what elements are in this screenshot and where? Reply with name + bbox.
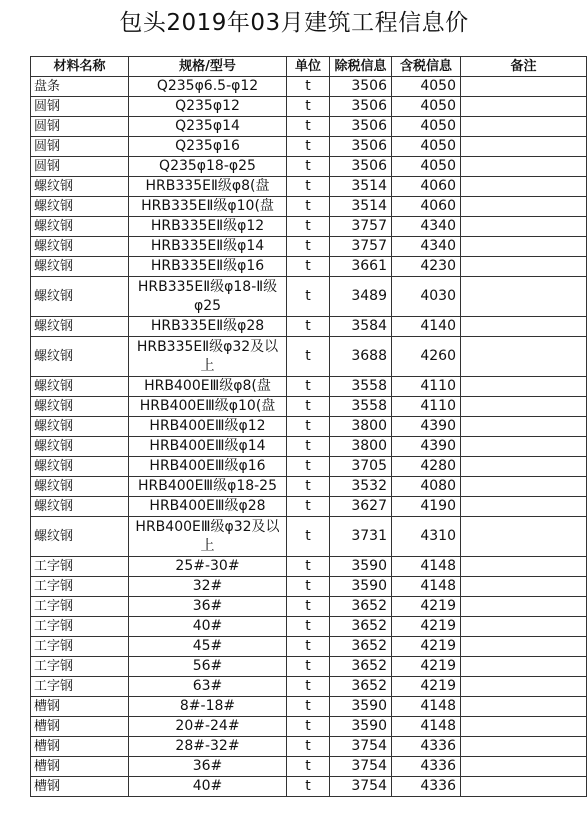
spec-cell: HRB400EⅢ级φ28 bbox=[129, 497, 287, 517]
material-name-cell: 工字钢 bbox=[31, 677, 129, 697]
price-incl-tax-cell: 4190 bbox=[392, 497, 461, 517]
price-excl-tax-cell: 3688 bbox=[330, 337, 392, 377]
spec-cell: HRB335EⅡ级φ28 bbox=[129, 317, 287, 337]
price-incl-tax-cell: 4148 bbox=[392, 557, 461, 577]
unit-cell: t bbox=[287, 177, 330, 197]
material-name-cell: 圆钢 bbox=[31, 97, 129, 117]
spec-cell: HRB400EⅢ级φ32及以上 bbox=[129, 517, 287, 557]
unit-cell: t bbox=[287, 257, 330, 277]
remarks-cell bbox=[461, 517, 587, 557]
table-row bbox=[31, 677, 587, 697]
remarks-cell bbox=[461, 217, 587, 237]
remarks-cell bbox=[461, 677, 587, 697]
unit-cell: t bbox=[287, 377, 330, 397]
unit-cell: t bbox=[287, 717, 330, 737]
spec-cell: HRB335EⅡ级φ14 bbox=[129, 237, 287, 257]
material-name-cell: 槽钢 bbox=[31, 737, 129, 757]
table-row bbox=[31, 717, 587, 737]
material-name-cell: 螺纹钢 bbox=[31, 277, 129, 317]
spec-cell: 56# bbox=[129, 657, 287, 677]
price-incl-tax-cell: 4060 bbox=[392, 177, 461, 197]
header-unit: 单位 bbox=[287, 57, 330, 77]
price-excl-tax-cell: 3590 bbox=[330, 697, 392, 717]
spec-cell: HRB335EⅡ级φ16 bbox=[129, 257, 287, 277]
spec-cell: 63# bbox=[129, 677, 287, 697]
price-incl-tax-cell: 4340 bbox=[392, 217, 461, 237]
price-incl-tax-cell: 4030 bbox=[392, 277, 461, 317]
price-excl-tax-cell: 3652 bbox=[330, 637, 392, 657]
table-row bbox=[31, 197, 587, 217]
unit-cell: t bbox=[287, 557, 330, 577]
table-row bbox=[31, 217, 587, 237]
remarks-cell bbox=[461, 157, 587, 177]
remarks-cell bbox=[461, 457, 587, 477]
price-excl-tax-cell: 3754 bbox=[330, 757, 392, 777]
table-row bbox=[31, 117, 587, 137]
remarks-cell bbox=[461, 437, 587, 457]
remarks-cell bbox=[461, 257, 587, 277]
unit-cell: t bbox=[287, 457, 330, 477]
spec-cell: 36# bbox=[129, 757, 287, 777]
material-name-cell: 工字钢 bbox=[31, 617, 129, 637]
table-row bbox=[31, 777, 587, 797]
table-header-row bbox=[31, 57, 587, 77]
spec-cell: HRB400EⅢ级φ14 bbox=[129, 437, 287, 457]
material-name-cell: 圆钢 bbox=[31, 117, 129, 137]
table-row bbox=[31, 237, 587, 257]
remarks-cell bbox=[461, 277, 587, 317]
table-row bbox=[31, 137, 587, 157]
table-row bbox=[31, 697, 587, 717]
material-name-cell: 螺纹钢 bbox=[31, 417, 129, 437]
unit-cell: t bbox=[287, 77, 330, 97]
price-incl-tax-cell: 4050 bbox=[392, 157, 461, 177]
table-row bbox=[31, 577, 587, 597]
price-excl-tax-cell: 3661 bbox=[330, 257, 392, 277]
unit-cell: t bbox=[287, 737, 330, 757]
spec-cell: Q235φ14 bbox=[129, 117, 287, 137]
price-excl-tax-cell: 3514 bbox=[330, 177, 392, 197]
unit-cell: t bbox=[287, 517, 330, 557]
table-row bbox=[31, 657, 587, 677]
price-excl-tax-cell: 3705 bbox=[330, 457, 392, 477]
material-name-cell: 螺纹钢 bbox=[31, 237, 129, 257]
price-incl-tax-cell: 4230 bbox=[392, 257, 461, 277]
material-name-cell: 螺纹钢 bbox=[31, 337, 129, 377]
price-incl-tax-cell: 4140 bbox=[392, 317, 461, 337]
header-price-excl-tax: 除税信息 bbox=[330, 57, 392, 77]
price-excl-tax-cell: 3489 bbox=[330, 277, 392, 317]
remarks-cell bbox=[461, 197, 587, 217]
remarks-cell bbox=[461, 97, 587, 117]
spec-cell: HRB400EⅢ级φ8(盘 bbox=[129, 377, 287, 397]
price-incl-tax-cell: 4148 bbox=[392, 717, 461, 737]
remarks-cell bbox=[461, 237, 587, 257]
remarks-cell bbox=[461, 497, 587, 517]
price-incl-tax-cell: 4148 bbox=[392, 577, 461, 597]
table-row bbox=[31, 157, 587, 177]
price-incl-tax-cell: 4060 bbox=[392, 197, 461, 217]
material-name-cell: 工字钢 bbox=[31, 657, 129, 677]
price-excl-tax-cell: 3627 bbox=[330, 497, 392, 517]
unit-cell: t bbox=[287, 397, 330, 417]
unit-cell: t bbox=[287, 237, 330, 257]
price-excl-tax-cell: 3506 bbox=[330, 97, 392, 117]
price-incl-tax-cell: 4110 bbox=[392, 377, 461, 397]
price-incl-tax-cell: 4110 bbox=[392, 397, 461, 417]
material-name-cell: 螺纹钢 bbox=[31, 497, 129, 517]
remarks-cell bbox=[461, 777, 587, 797]
unit-cell: t bbox=[287, 677, 330, 697]
remarks-cell bbox=[461, 637, 587, 657]
table-row bbox=[31, 737, 587, 757]
unit-cell: t bbox=[287, 217, 330, 237]
spec-cell: HRB335EⅡ级φ10(盘 bbox=[129, 197, 287, 217]
material-name-cell: 螺纹钢 bbox=[31, 517, 129, 557]
header-material-name: 材料名称 bbox=[31, 57, 129, 77]
price-excl-tax-cell: 3652 bbox=[330, 597, 392, 617]
unit-cell: t bbox=[287, 337, 330, 377]
remarks-cell bbox=[461, 477, 587, 497]
material-name-cell: 槽钢 bbox=[31, 717, 129, 737]
price-incl-tax-cell: 4219 bbox=[392, 597, 461, 617]
spec-cell: 32# bbox=[129, 577, 287, 597]
remarks-cell bbox=[461, 617, 587, 637]
remarks-cell bbox=[461, 77, 587, 97]
spec-cell: HRB335EⅡ级φ12 bbox=[129, 217, 287, 237]
price-excl-tax-cell: 3590 bbox=[330, 557, 392, 577]
spec-cell: 28#-32# bbox=[129, 737, 287, 757]
material-name-cell: 槽钢 bbox=[31, 697, 129, 717]
table-row bbox=[31, 277, 587, 317]
price-incl-tax-cell: 4390 bbox=[392, 417, 461, 437]
material-name-cell: 螺纹钢 bbox=[31, 257, 129, 277]
unit-cell: t bbox=[287, 137, 330, 157]
spec-cell: Q235φ16 bbox=[129, 137, 287, 157]
unit-cell: t bbox=[287, 497, 330, 517]
spec-cell: HRB400EⅢ级φ16 bbox=[129, 457, 287, 477]
material-name-cell: 槽钢 bbox=[31, 757, 129, 777]
spec-cell: Q235φ6.5-φ12 bbox=[129, 77, 287, 97]
price-incl-tax-cell: 4219 bbox=[392, 657, 461, 677]
remarks-cell bbox=[461, 657, 587, 677]
unit-cell: t bbox=[287, 97, 330, 117]
price-incl-tax-cell: 4050 bbox=[392, 117, 461, 137]
unit-cell: t bbox=[287, 657, 330, 677]
price-incl-tax-cell: 4148 bbox=[392, 697, 461, 717]
material-name-cell: 工字钢 bbox=[31, 557, 129, 577]
material-name-cell: 螺纹钢 bbox=[31, 397, 129, 417]
material-name-cell: 工字钢 bbox=[31, 597, 129, 617]
material-name-cell: 盘条 bbox=[31, 77, 129, 97]
price-table bbox=[30, 56, 587, 797]
price-incl-tax-cell: 4219 bbox=[392, 617, 461, 637]
table-row bbox=[31, 377, 587, 397]
price-incl-tax-cell: 4080 bbox=[392, 477, 461, 497]
spec-cell: HRB400EⅢ级φ12 bbox=[129, 417, 287, 437]
remarks-cell bbox=[461, 717, 587, 737]
remarks-cell bbox=[461, 577, 587, 597]
remarks-cell bbox=[461, 597, 587, 617]
spec-cell: Q235φ18-φ25 bbox=[129, 157, 287, 177]
table-row bbox=[31, 337, 587, 377]
price-excl-tax-cell: 3757 bbox=[330, 237, 392, 257]
unit-cell: t bbox=[287, 577, 330, 597]
price-incl-tax-cell: 4336 bbox=[392, 777, 461, 797]
remarks-cell bbox=[461, 377, 587, 397]
table-row bbox=[31, 397, 587, 417]
unit-cell: t bbox=[287, 417, 330, 437]
price-excl-tax-cell: 3754 bbox=[330, 777, 392, 797]
price-incl-tax-cell: 4260 bbox=[392, 337, 461, 377]
table-row bbox=[31, 597, 587, 617]
remarks-cell bbox=[461, 737, 587, 757]
remarks-cell bbox=[461, 337, 587, 377]
price-incl-tax-cell: 4280 bbox=[392, 457, 461, 477]
spec-cell: 45# bbox=[129, 637, 287, 657]
material-name-cell: 工字钢 bbox=[31, 577, 129, 597]
spec-cell: 36# bbox=[129, 597, 287, 617]
price-excl-tax-cell: 3532 bbox=[330, 477, 392, 497]
material-name-cell: 螺纹钢 bbox=[31, 317, 129, 337]
remarks-cell bbox=[461, 397, 587, 417]
remarks-cell bbox=[461, 137, 587, 157]
price-incl-tax-cell: 4050 bbox=[392, 97, 461, 117]
remarks-cell bbox=[461, 117, 587, 137]
table-row bbox=[31, 417, 587, 437]
unit-cell: t bbox=[287, 757, 330, 777]
price-incl-tax-cell: 4050 bbox=[392, 137, 461, 157]
price-incl-tax-cell: 4390 bbox=[392, 437, 461, 457]
price-excl-tax-cell: 3506 bbox=[330, 137, 392, 157]
spec-cell: Q235φ12 bbox=[129, 97, 287, 117]
table-body bbox=[31, 77, 587, 797]
unit-cell: t bbox=[287, 697, 330, 717]
material-name-cell: 槽钢 bbox=[31, 777, 129, 797]
material-name-cell: 螺纹钢 bbox=[31, 477, 129, 497]
price-excl-tax-cell: 3757 bbox=[330, 217, 392, 237]
table-row bbox=[31, 517, 587, 557]
table-row bbox=[31, 637, 587, 657]
remarks-cell bbox=[461, 417, 587, 437]
spec-cell: HRB400EⅢ级φ10(盘 bbox=[129, 397, 287, 417]
table-row bbox=[31, 177, 587, 197]
page-title: 包头2019年03月建筑工程信息价 bbox=[119, 10, 469, 36]
price-excl-tax-cell: 3558 bbox=[330, 377, 392, 397]
material-name-cell: 螺纹钢 bbox=[31, 437, 129, 457]
price-excl-tax-cell: 3800 bbox=[330, 417, 392, 437]
price-incl-tax-cell: 4336 bbox=[392, 757, 461, 777]
remarks-cell bbox=[461, 697, 587, 717]
price-incl-tax-cell: 4310 bbox=[392, 517, 461, 557]
table-row bbox=[31, 97, 587, 117]
unit-cell: t bbox=[287, 197, 330, 217]
material-name-cell: 圆钢 bbox=[31, 157, 129, 177]
price-excl-tax-cell: 3514 bbox=[330, 197, 392, 217]
header-remarks: 备注 bbox=[461, 57, 587, 77]
spec-cell: HRB335EⅡ级φ18-Ⅱ级φ25 bbox=[129, 277, 287, 317]
table-row bbox=[31, 477, 587, 497]
price-excl-tax-cell: 3652 bbox=[330, 677, 392, 697]
unit-cell: t bbox=[287, 477, 330, 497]
remarks-cell bbox=[461, 757, 587, 777]
table-row bbox=[31, 317, 587, 337]
table-row bbox=[31, 617, 587, 637]
price-incl-tax-cell: 4219 bbox=[392, 637, 461, 657]
material-name-cell: 螺纹钢 bbox=[31, 377, 129, 397]
spec-cell: 20#-24# bbox=[129, 717, 287, 737]
spec-cell: 40# bbox=[129, 777, 287, 797]
price-excl-tax-cell: 3800 bbox=[330, 437, 392, 457]
table-row bbox=[31, 557, 587, 577]
price-excl-tax-cell: 3506 bbox=[330, 157, 392, 177]
unit-cell: t bbox=[287, 317, 330, 337]
price-excl-tax-cell: 3590 bbox=[330, 717, 392, 737]
material-name-cell: 圆钢 bbox=[31, 137, 129, 157]
spec-cell: HRB335EⅡ级φ8(盘 bbox=[129, 177, 287, 197]
header-spec-model: 规格/型号 bbox=[129, 57, 287, 77]
unit-cell: t bbox=[287, 637, 330, 657]
price-excl-tax-cell: 3754 bbox=[330, 737, 392, 757]
header-price-incl-tax: 含税信息 bbox=[392, 57, 461, 77]
unit-cell: t bbox=[287, 777, 330, 797]
spec-cell: 8#-18# bbox=[129, 697, 287, 717]
price-excl-tax-cell: 3652 bbox=[330, 657, 392, 677]
material-name-cell: 螺纹钢 bbox=[31, 457, 129, 477]
material-name-cell: 工字钢 bbox=[31, 637, 129, 657]
price-incl-tax-cell: 4219 bbox=[392, 677, 461, 697]
spec-cell: HRB400EⅢ级φ18-25 bbox=[129, 477, 287, 497]
spec-cell: HRB335EⅡ级φ32及以上 bbox=[129, 337, 287, 377]
spec-cell: 40# bbox=[129, 617, 287, 637]
price-excl-tax-cell: 3652 bbox=[330, 617, 392, 637]
table-row bbox=[31, 257, 587, 277]
unit-cell: t bbox=[287, 617, 330, 637]
price-excl-tax-cell: 3506 bbox=[330, 77, 392, 97]
table-row bbox=[31, 497, 587, 517]
price-excl-tax-cell: 3731 bbox=[330, 517, 392, 557]
table-row bbox=[31, 77, 587, 97]
material-name-cell: 螺纹钢 bbox=[31, 177, 129, 197]
material-name-cell: 螺纹钢 bbox=[31, 217, 129, 237]
remarks-cell bbox=[461, 317, 587, 337]
unit-cell: t bbox=[287, 117, 330, 137]
unit-cell: t bbox=[287, 437, 330, 457]
price-excl-tax-cell: 3506 bbox=[330, 117, 392, 137]
price-incl-tax-cell: 4340 bbox=[392, 237, 461, 257]
table-row bbox=[31, 457, 587, 477]
price-incl-tax-cell: 4336 bbox=[392, 737, 461, 757]
unit-cell: t bbox=[287, 157, 330, 177]
price-incl-tax-cell: 4050 bbox=[392, 77, 461, 97]
spec-cell: 25#-30# bbox=[129, 557, 287, 577]
price-excl-tax-cell: 3558 bbox=[330, 397, 392, 417]
table-row bbox=[31, 757, 587, 777]
table-row bbox=[31, 437, 587, 457]
price-excl-tax-cell: 3590 bbox=[330, 577, 392, 597]
material-name-cell: 螺纹钢 bbox=[31, 197, 129, 217]
price-excl-tax-cell: 3584 bbox=[330, 317, 392, 337]
remarks-cell bbox=[461, 557, 587, 577]
unit-cell: t bbox=[287, 277, 330, 317]
unit-cell: t bbox=[287, 597, 330, 617]
remarks-cell bbox=[461, 177, 587, 197]
